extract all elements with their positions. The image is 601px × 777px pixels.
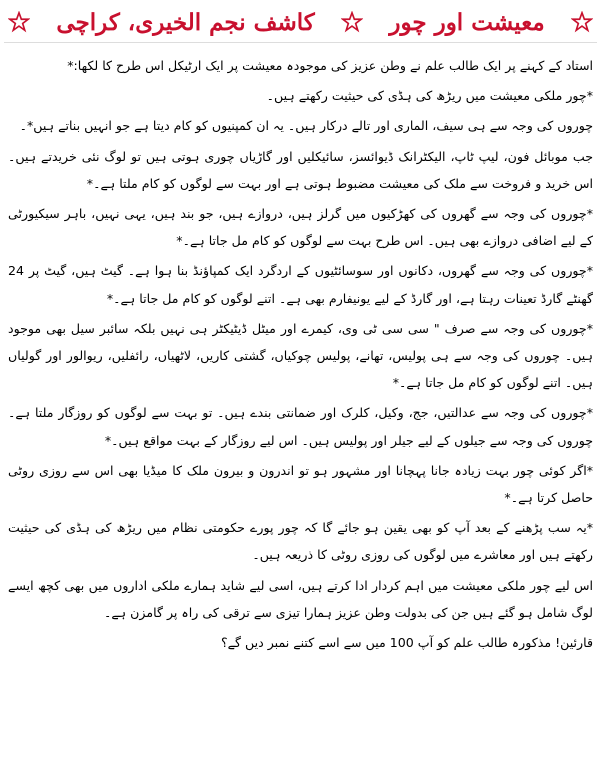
star-outline-icon xyxy=(8,11,30,33)
article-author: کاشف نجم الخیری، کراچی xyxy=(56,8,315,36)
paragraph: *اگر کوئی چور بہت زیادہ جانا پہچانا اور مشہور ہو تو اندرون و بیرون ملک کا میڈیا بھی اس سے روزی روٹی حاصل کرتا ہے۔* xyxy=(8,462,593,506)
paragraph: جب موبائل فون، لیپ ٹاپ، الیکٹرانک ڈیوائسز، سائیکلیں اور گاڑیاں چوری ہوتی ہیں تو لوگ نئی خریدتے ہیں۔ اس خرید و فروخت سے ملک کی معیشت مضبوط ہوتی ہے اور بہت سے لوگوں کو کام ملتا ہے۔* xyxy=(8,148,593,191)
paragraph: *چوروں کی وجہ سے صرف " سی سی ٹی وی، کیمرے اور میٹل ڈیٹیکٹر ہی نہیں بلکہ سائبر سیل بھی موجود ہیں۔ چوروں کی وجہ سے ہی پولیس، تھانے، پولیس چوکیاں، گشتی کاریں، لاٹھیاں، رائفلیں، ریوالور اور گولیاں ہیں۔ اتنے لوگوں کو کام مل جاتا ہے۔* xyxy=(8,320,593,391)
header-divider xyxy=(4,42,597,43)
article-header xyxy=(0,4,601,40)
paragraph: قارئین! مذکورہ طالب علم کو آپ 100 میں سے اسے کتنے نمبر دیں گے؟ xyxy=(220,635,593,651)
paragraph: چوروں کی وجہ سے ہی سیف، الماری اور تالے درکار ہیں۔ یہ ان کمپنیوں کو کام دیتا ہے جو انہیں بناتے ہیں*۔ xyxy=(19,118,593,134)
paragraph: اس لیے چور ملکی معیشت میں اہم کردار ادا کرتے ہیں، اسی لیے شاید ہمارے ملکی اداروں میں بھی کچھ ایسے لوگ شامل ہو گئے ہیں جن کی بدولت وطن عزیز ہمارا تیزی سے ترقی کی راہ پر گامزن ہے۔ xyxy=(8,577,593,620)
article-title: معیشت اور چور xyxy=(389,8,545,36)
paragraph: استاد کے کہنے پر ایک طالب علم نے وطن عزیز کی موجودہ معیشت پر ایک ارٹیکل اس طرح کا لکھا:* xyxy=(67,58,593,73)
paragraph: *یہ سب پڑھنے کے بعد آپ کو بھی یقین ہو جائے گا کہ چور پورے حکومتی نظام میں ریڑھ کی ہڈی کی حیثیت رکھتے ہیں اور معاشرے میں لوگوں کی روزی روٹی کا ذریعہ ہیں۔ xyxy=(8,520,593,563)
paragraph: *چوروں کی وجہ سے عدالتیں، جج، وکیل، کلرک اور ضمانتی بندے ہیں۔ تو بہت سے لوگوں کو روزگار ملتا ہے۔ چوروں کی وجہ سے جیلوں کے لیے جیلر اور پولیس ہیں۔ اس لیے روزگار کے بہت مواقع ہیں۔* xyxy=(8,405,593,448)
paragraph: *چوروں کی وجہ سے گھروں کی کھڑکیوں میں گرلز ہیں، دروازے ہیں، جو بند ہیں، یہی نہیں، باہر سیکیورٹی کے لیے اضافی دروازے بھی ہیں۔ اس طرح بہت سے لوگوں کو کام مل جاتا ہے۔* xyxy=(8,206,593,249)
star-outline-icon xyxy=(571,11,593,33)
star-outline-icon xyxy=(341,11,363,33)
paragraph: *چوروں کی وجہ سے گھروں، دکانوں اور سوسائٹیوں کے اردگرد ایک کمپاؤنڈ بنا ہوا ہے۔ گیٹ ہیں، گیٹ پر 24 گھنٹے گارڈ تعینات رہتا ہے، اور گارڈ کے لیے یونیفارم بھی ہے۔ اتنے لوگوں کو کام مل جاتا ہے۔* xyxy=(8,263,593,306)
article-body xyxy=(8,52,593,656)
paragraph: *چور ملکی معیشت میں ریڑھ کی ہڈی کی حیثیت رکھتے ہیں۔ xyxy=(266,88,593,104)
